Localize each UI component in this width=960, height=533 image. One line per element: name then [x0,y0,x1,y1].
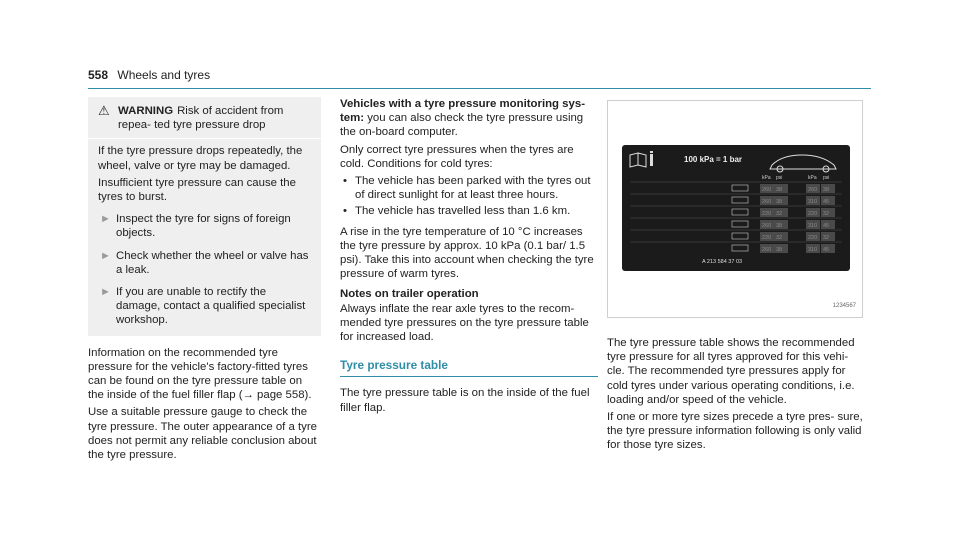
list-item: • The vehicle has been parked with the tyres out of direct sunlight for at least three hours. [340,174,598,202]
warning-label: WARNING [118,105,174,117]
subheading-rule [340,376,598,377]
cold-conditions-list [340,174,598,219]
pressure-value: 38 [776,199,783,205]
pressure-value: 220 [762,235,772,241]
svg-text:kPa: kPa [762,175,771,181]
body-paragraph: The tyre pressure table shows the recommended tyre pressure for all tyres approved for this vehi‐ cle. The recommended tyre pressures apply for cold tyres under various operating conditions, i.e. loading and/or speed of the vehicle. [607,337,855,406]
pressure-value: 220 [808,211,818,217]
warning-title: Risk of accident from repea‐ ted tyre pressure drop [118,105,284,132]
tpms-lead: Vehicles with a tyre pressure monitoring sys‐ tem: [340,98,585,125]
step-arrow-icon: ► [100,213,111,226]
body-paragraph: Use a suitable pressure gauge to check the tyre pressure. The outer appearance of a tyre does not permit any reliable conclusion about the tyre pressure. [88,406,317,462]
figure-id: 1234567 [832,302,856,309]
step-arrow-icon: ► [100,249,111,262]
pressure-value: 38 [776,223,783,229]
warning-heading [98,104,311,132]
pressure-value: 260 [808,187,818,193]
label-plate-graphic [622,145,850,271]
load-icon [732,233,748,239]
body-paragraph: If one or more tyre sizes precede a tyre pres‐ sure, the tyre pressure information following is only valid for those tyre sizes. [607,411,863,452]
svg-text:psi: psi [823,175,830,181]
pressure-value: 220 [808,235,818,241]
trailer-paragraph: Always inflate the rear axle tyres to the recom‐ mended tyre pressures on the tyre pressure table for increased load. [340,302,589,344]
pressure-value: 260 [762,247,772,253]
warning-step: ► If you are unable to rectify the damage, contact a qualified specialist workshop. [100,286,306,327]
section-subheading: Tyre pressure table [340,358,448,373]
load-icon [732,245,748,251]
pressure-value: 310 [808,247,818,253]
pressure-value: 45 [823,223,830,229]
conversion-text: 100 kPa = 1 bar [684,155,743,164]
pressure-value: 38 [776,187,783,193]
warning-box [88,97,321,336]
pressure-value: 45 [823,247,830,253]
warning-divider [88,138,321,139]
svg-text:psi: psi [776,175,783,181]
tyre-pressure-figure [607,100,863,318]
pressure-value: 45 [823,199,830,205]
page-number: 558 [88,68,109,82]
table-location-paragraph: The tyre pressure table is on the inside of the fuel filler flap. [340,387,590,414]
load-icon [732,209,748,215]
car-icon [770,155,836,172]
header-rule [88,88,871,89]
section-title: Wheels and tyres [117,68,211,82]
pressure-value: 32 [776,211,783,217]
load-icon [732,221,748,227]
pressure-value: 32 [776,235,783,241]
load-icon [732,197,748,203]
pressure-value: 310 [808,223,818,229]
pressure-value: 32 [823,235,830,241]
column-middle [340,97,598,418]
page-header [88,68,210,82]
warning-step: ► Check whether the wheel or valve has a leak. [100,249,309,276]
tyre-pressure-label [622,145,850,271]
pressure-value: 310 [808,199,818,205]
manual-icon [630,153,646,167]
pressure-value: 260 [762,199,772,205]
pressure-value: 260 [762,223,772,229]
pressure-value: 32 [823,211,830,217]
tpms-text: you can also check the tyre pressure using the on-board computer. [340,112,584,139]
warning-step: ► Inspect the tyre for signs of foreign objects. [100,213,291,240]
tpms-paragraph [340,97,598,140]
column-right [607,97,863,456]
warning-triangle-icon: ⚠ [98,103,110,118]
temperature-paragraph: A rise in the tyre temperature of 10 °C increases the tyre pressure by approx. 10 kPa (0.1 bar/ 1.5 psi). Take this into account when checking the tyre pressure of warm tyres. [340,225,594,281]
pressure-value: 220 [762,211,772,217]
column-left [88,97,321,465]
svg-text:kPa: kPa [808,175,817,181]
pressure-value: 260 [762,187,772,193]
trailer-heading: Notes on trailer operation [340,288,479,301]
part-number: A 213 584 37 03 [702,259,743,265]
warning-paragraph: If the tyre pressure drops repeatedly, the wheel, valve or tyre may be damaged. [98,145,303,172]
pressure-value: 38 [823,187,830,193]
load-icon [732,185,748,191]
info-icon [650,151,653,166]
step-arrow-icon: ► [100,286,111,299]
cold-intro: Only correct tyre pressures when the tyres are cold. Conditions for cold tyres: [340,143,574,170]
list-item: • The vehicle has travelled less than 1.6 km. [340,204,598,218]
pressure-value: 38 [776,247,783,253]
body-paragraph: Information on the recommended tyre pressure for the vehicle's factory-fitted tyres can be found on the tyre pressure table on the inside of the fuel filler flap (→ page 558). [88,346,312,402]
warning-paragraph: Insufficient tyre pressure can cause the tyres to burst. [98,176,296,204]
